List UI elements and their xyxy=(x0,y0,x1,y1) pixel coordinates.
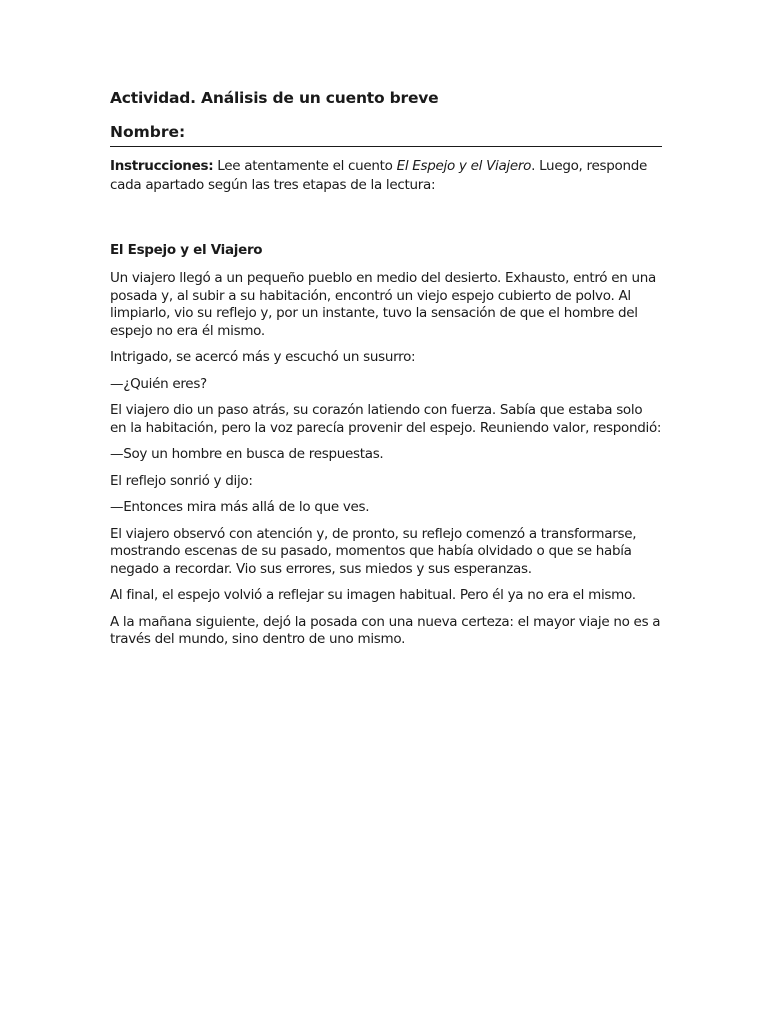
instructions-story-reference: El Espejo y el Viajero xyxy=(396,158,532,174)
instructions-text-after: . Luego, responde cada apartado según las tres etapas de la lectura: xyxy=(110,158,647,193)
story-paragraph: El viajero dio un paso atrás, su corazón latiendo con fuerza. Sabía que estaba solo en la habitación, pero la voz parecía provenir del espejo. Reuniendo valor, respondió: xyxy=(110,402,662,436)
instructions-text-before: Lee atentamente el cuento xyxy=(213,158,397,174)
story-dialogue: —Entonces mira más allá de lo que ves. xyxy=(110,499,370,515)
name-label: Nombre: xyxy=(110,123,186,141)
story-paragraph: A la mañana siguiente, dejó la posada con una nueva certeza: el mayor viaje no es a través del mundo, sino dentro de uno mismo. xyxy=(110,613,661,647)
name-field[interactable] xyxy=(110,120,662,147)
story-body xyxy=(110,270,662,649)
instructions-lead: Instrucciones: xyxy=(110,158,214,174)
story-paragraph: El reflejo sonrió y dijo: xyxy=(110,472,253,489)
story-dialogue: —¿Quién eres? xyxy=(110,375,207,392)
document-title: Actividad. Análisis de un cuento breve xyxy=(110,89,439,107)
story-paragraph: El viajero observó con atención y, de pronto, su reflejo comenzó a transformarse, mostrando escenas de su pasado, momentos que había olvidado o que se había negado a recordar. Vio sus errores, sus miedos y sus esperanzas. xyxy=(110,525,637,577)
story-paragraph: Al final, el espejo volvió a reflejar su imagen habitual. Pero él ya no era el mismo. xyxy=(110,587,636,603)
story-paragraph: Intrigado, se acercó más y escuchó un susurro: xyxy=(110,349,416,365)
story-paragraph: Un viajero llegó a un pequeño pueblo en medio del desierto. Exhausto, entró en una posada y, al subir a su habitación, encontró un viejo espejo cubierto de polvo. Al limpiarlo, vio su reflejo y, por un instante, tuvo la sensación de que el hombre del espejo no era él mismo. xyxy=(110,270,656,339)
story-dialogue: —Soy un hombre en busca de respuestas. xyxy=(110,446,384,462)
document-page xyxy=(110,86,662,658)
instructions-paragraph xyxy=(110,157,662,195)
story-title: El Espejo y el Viajero xyxy=(110,242,263,258)
